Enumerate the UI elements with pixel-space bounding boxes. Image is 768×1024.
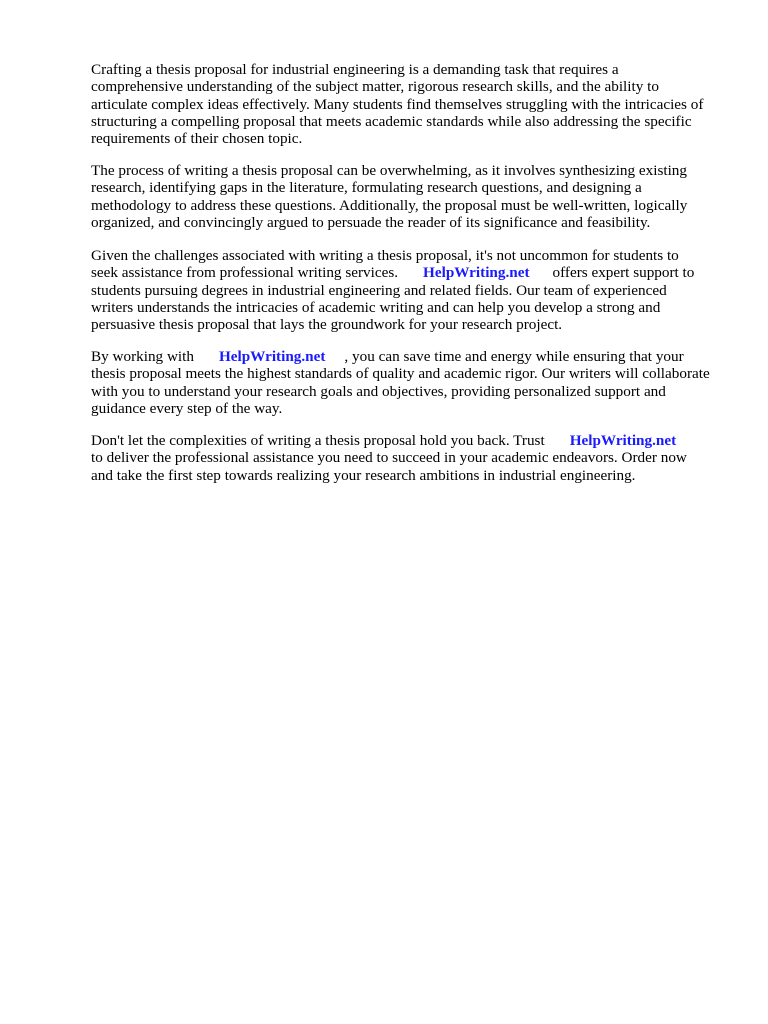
text-segment: By working with xyxy=(91,348,194,365)
text-line: organized, and convincingly argued to persuade the reader of its significance and feasibility. xyxy=(91,213,651,231)
text-line: and take the first step towards realizing your research ambitions in industrial engineering. xyxy=(91,466,636,484)
text-line: comprehensive understanding of the subject matter, rigorous research skills, and the ability to xyxy=(91,78,659,96)
paragraph-intro xyxy=(91,61,731,147)
text-line: with you to understand your research goals and objectives, providing personalized support and xyxy=(91,382,666,400)
text-segment: seek assistance from professional writing services. xyxy=(91,264,399,282)
text-segment: , you can save time and energy while ensuring that your xyxy=(344,348,684,365)
text-line: structuring a compelling proposal that meets academic standards while also addressing the specific xyxy=(91,112,692,130)
text-line: students pursuing degrees in industrial engineering and related fields. Our team of experienced xyxy=(91,281,667,299)
paragraph-call-to-action xyxy=(91,432,687,484)
text-line: methodology to address these questions. Additionally, the proposal must be well-written, logically xyxy=(91,196,688,214)
helpwriting-link[interactable]: HelpWriting.net xyxy=(218,348,326,365)
paragraph-challenges xyxy=(91,247,694,333)
text-line: guidance every step of the way. xyxy=(91,399,283,417)
text-line-with-link xyxy=(91,432,687,449)
text-line: requirements of their chosen topic. xyxy=(91,130,303,148)
text-line: Given the challenges associated with writing a thesis proposal, it's not uncommon for students to xyxy=(91,247,679,264)
helpwriting-link[interactable]: HelpWriting.net xyxy=(569,432,677,449)
text-line: writers understands the intricacies of academic writing and can help you develop a strong and xyxy=(91,298,661,316)
helpwriting-link[interactable]: HelpWriting.net xyxy=(423,264,530,282)
text-line: articulate complex ideas effectively. Many students find themselves struggling with the intricacies of xyxy=(91,95,704,113)
text-line: The process of writing a thesis proposal can be overwhelming, as it involves synthesizing existing xyxy=(91,162,687,179)
paragraph-working-with xyxy=(91,348,710,417)
document-page xyxy=(91,61,731,484)
text-line: Crafting a thesis proposal for industrial engineering is a demanding task that requires a xyxy=(91,61,619,78)
text-line: to deliver the professional assistance you need to succeed in your academic endeavors. Order now xyxy=(91,449,687,467)
text-segment: Don't let the complexities of writing a thesis proposal hold you back. Trust xyxy=(91,432,545,449)
paragraph-process xyxy=(91,162,687,231)
text-line-with-link xyxy=(91,264,694,281)
text-line: research, identifying gaps in the literature, formulating research questions, and designing a xyxy=(91,179,642,197)
text-line-with-link xyxy=(91,348,710,365)
text-line: persuasive thesis proposal that lays the groundwork for your research project. xyxy=(91,316,563,334)
text-segment: offers expert support to xyxy=(552,264,695,282)
text-line: thesis proposal meets the highest standards of quality and academic rigor. Our writers will collaborate xyxy=(91,365,710,383)
